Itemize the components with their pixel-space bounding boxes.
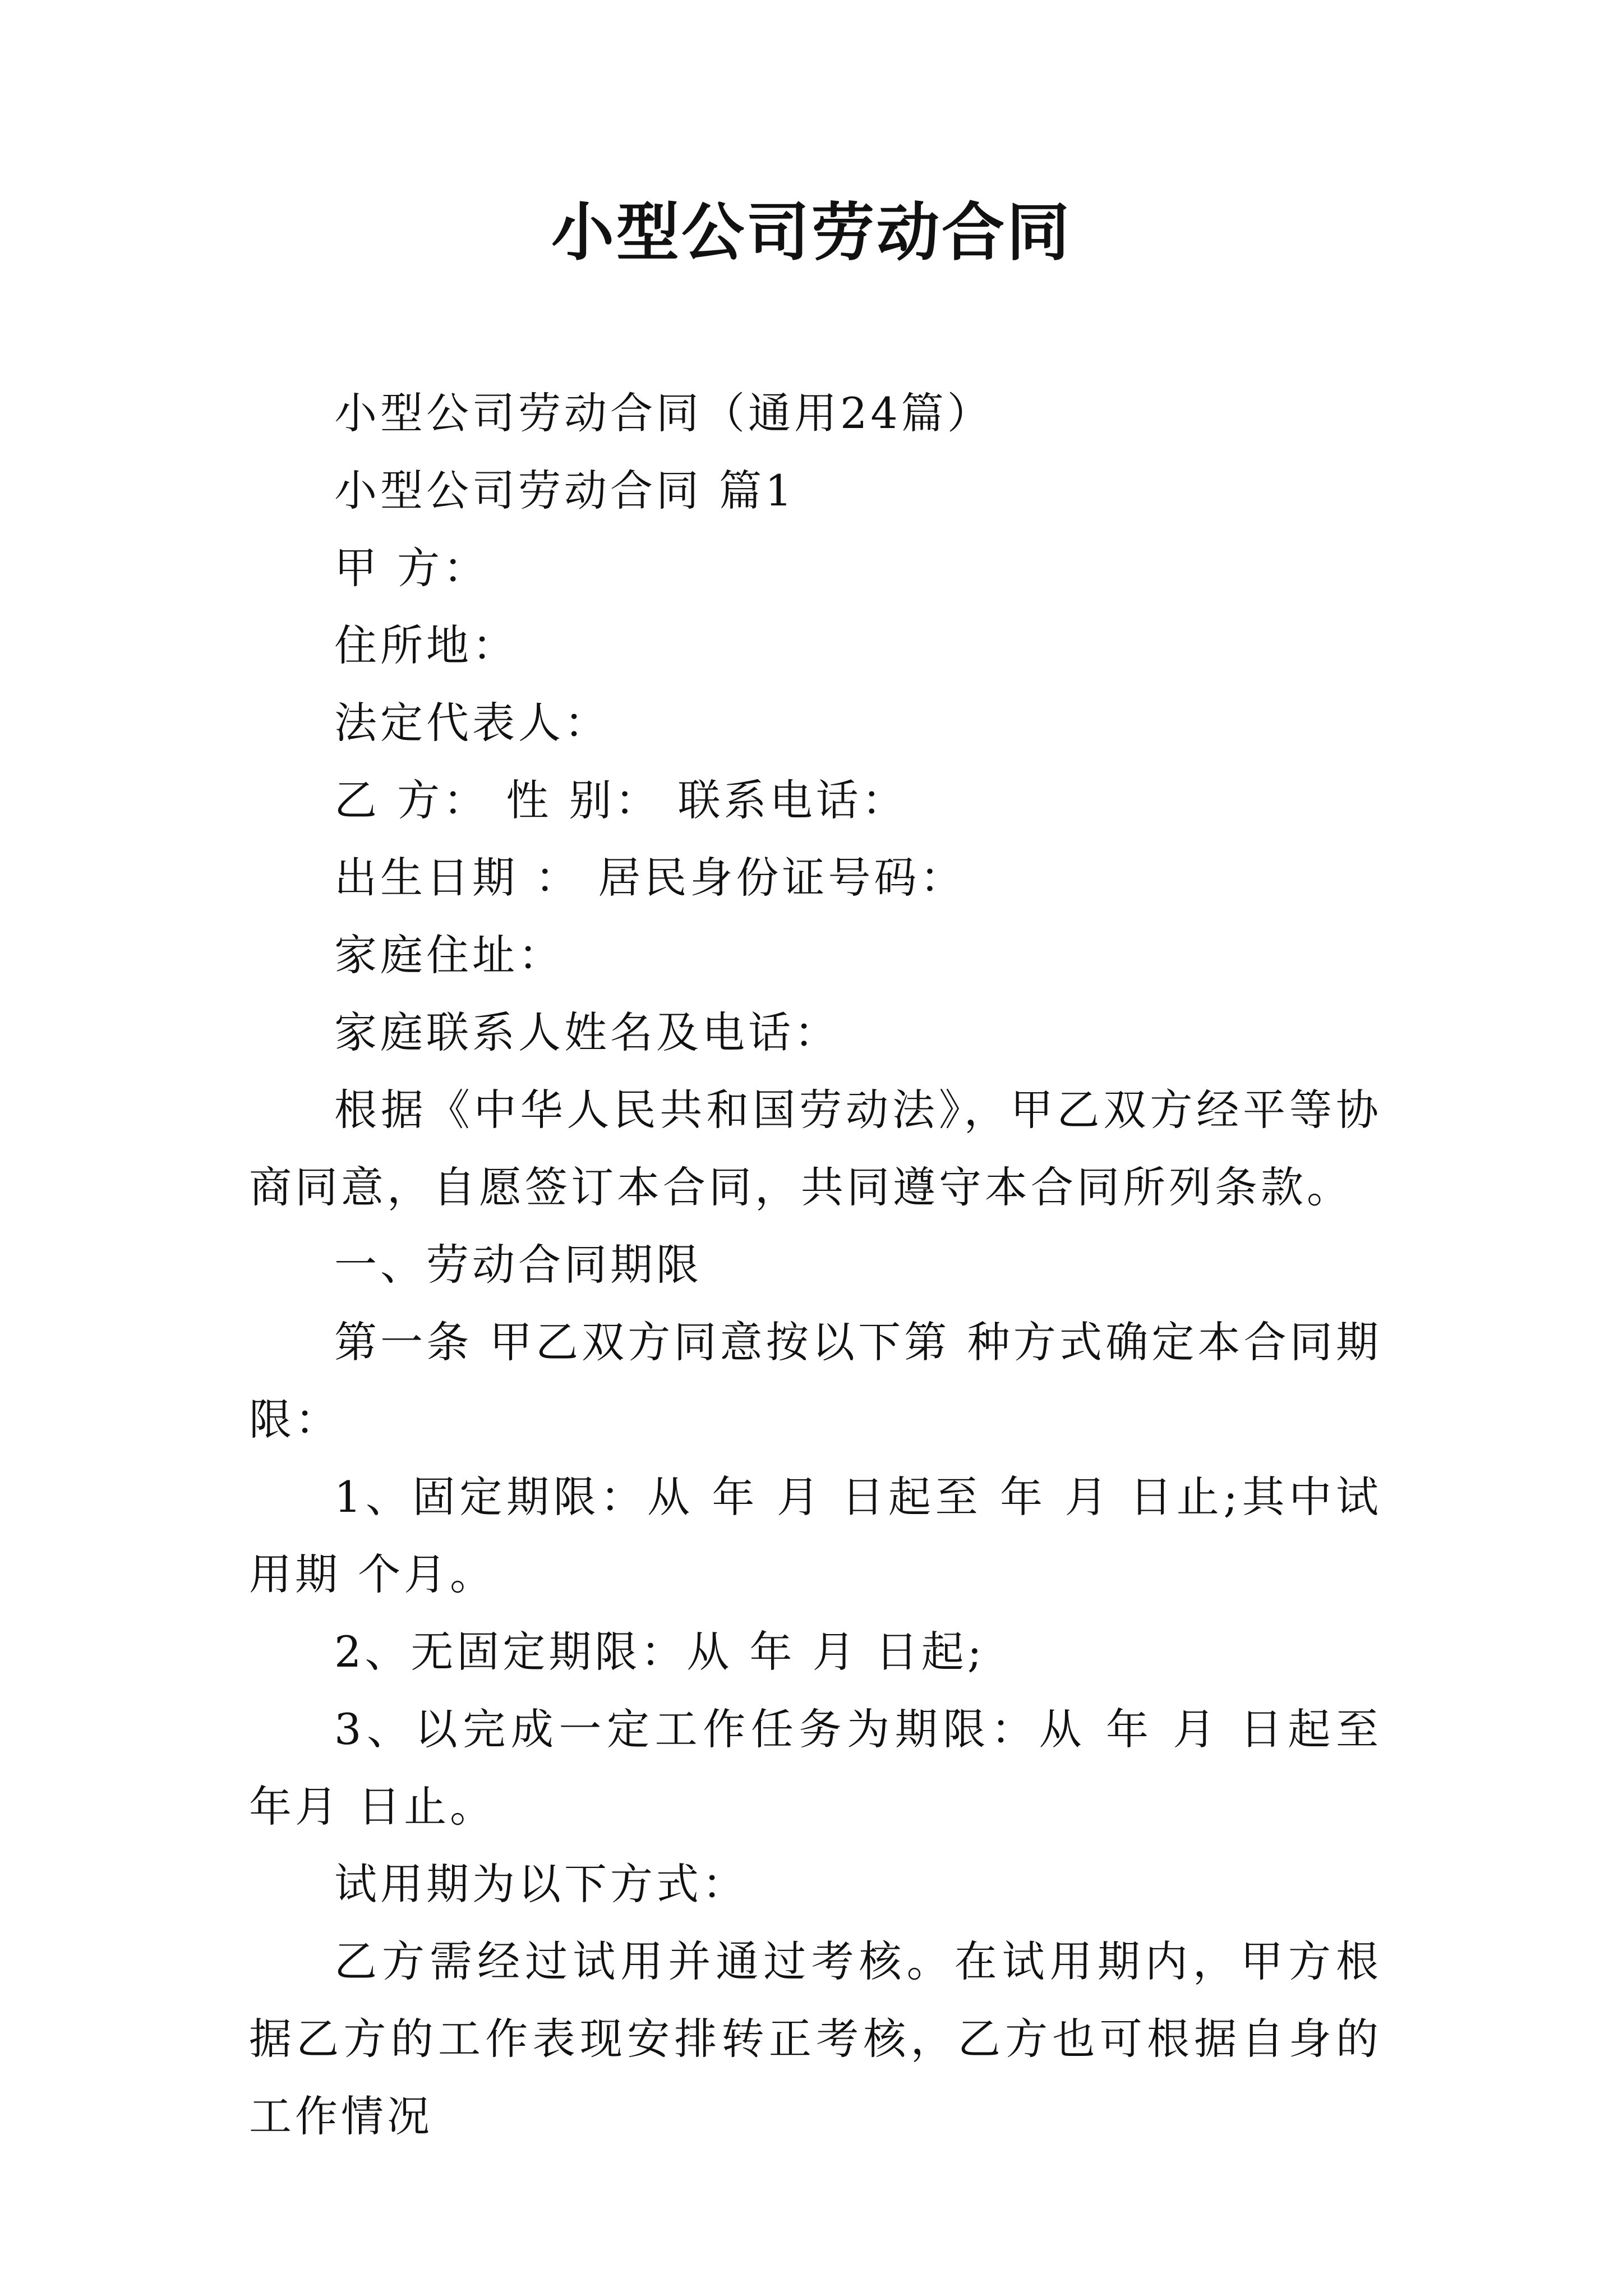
party-a-field: 甲 方： bbox=[334, 543, 490, 593]
article-one-paragraph: 第一条 甲乙双方同意按以下第 种方式确定本合同期限： bbox=[249, 1317, 1382, 1444]
fixed-term-option: 1、固定期限：从 年 月 日起至 年 月 日止;其中试用期 个月。 bbox=[249, 1472, 1382, 1599]
address-field: 住所地： bbox=[334, 620, 518, 670]
party-b-field: 乙 方： 性 别： 联系电话： bbox=[334, 775, 908, 825]
task-term-option: 3、以完成一定工作任务为期限：从 年 月 日起至 年月 日止。 bbox=[249, 1704, 1382, 1832]
home-address-field: 家庭住址： bbox=[334, 930, 564, 980]
section-heading: 小型公司劳动合同 篇1 bbox=[334, 466, 796, 516]
open-term-option: 2、无固定期限：从 年 月 日起; bbox=[334, 1627, 985, 1677]
birth-id-field: 出生日期 ： 居民身份证号码： bbox=[334, 853, 966, 903]
clause-heading: 一、劳动合同期限 bbox=[334, 1240, 702, 1290]
family-contact-field: 家庭联系人姓名及电话： bbox=[334, 1007, 840, 1057]
probation-paragraph: 乙方需经过试用并通过考核。在试用期内，甲方根据乙方的工作表现安排转正考核，乙方也可根据自身的工作情况 bbox=[249, 1936, 1382, 2141]
legal-rep-field: 法定代表人： bbox=[334, 698, 610, 748]
preamble-paragraph: 根据《中华人民共和国劳动法》，甲乙双方经平等协商同意，自愿签订本合同，共同遵守本合同所列条款。 bbox=[249, 1085, 1382, 1212]
subtitle-line: 小型公司劳动合同（通用24篇） bbox=[334, 388, 993, 438]
document-title: 小型公司劳动合同 bbox=[551, 196, 1072, 269]
document-body bbox=[249, 375, 1382, 2155]
probation-heading: 试用期为以下方式： bbox=[334, 1859, 748, 1909]
